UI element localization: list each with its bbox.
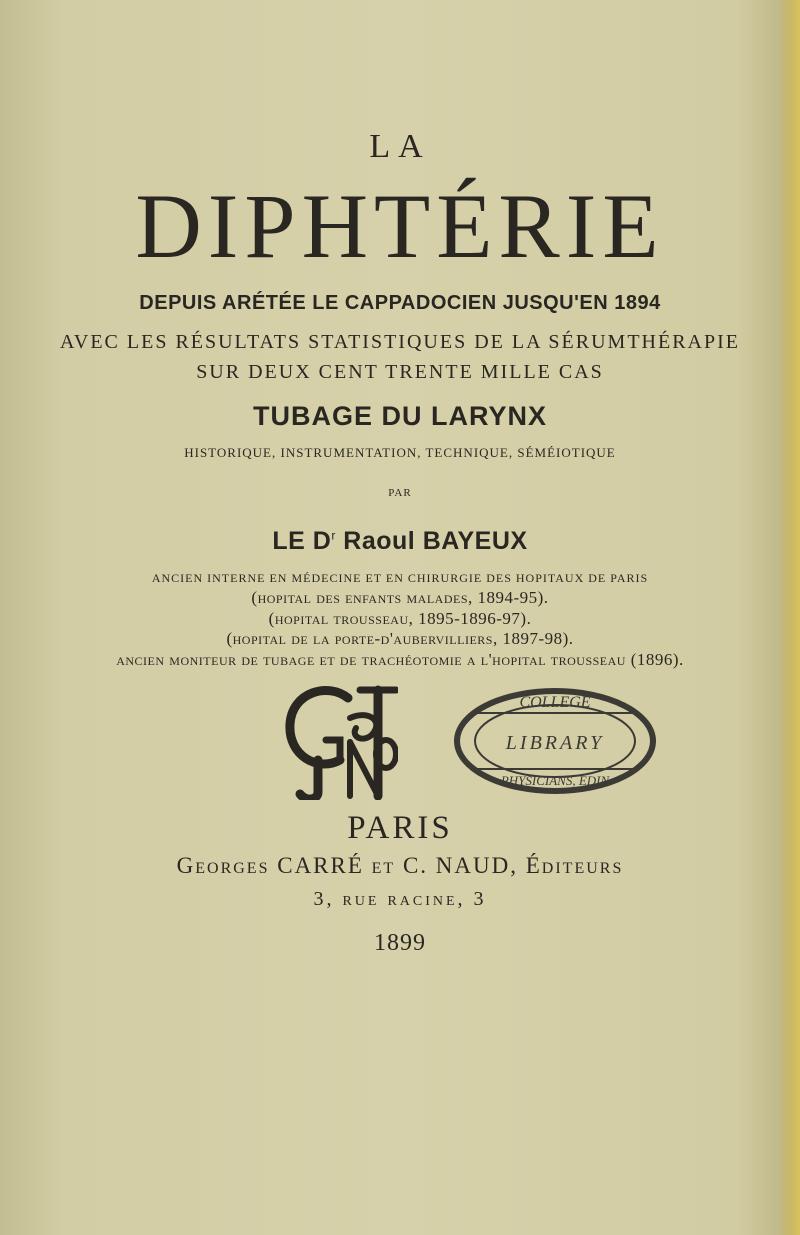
page-title: DIPHTÉRIE	[135, 175, 665, 277]
author-name: Raoul BAYEUX	[343, 527, 528, 555]
imprint-city: PARIS	[347, 810, 453, 846]
stamp-middle-text: LIBRARY	[505, 732, 605, 754]
author-title-sup: r	[331, 528, 336, 543]
subtitle-line-2: AVEC LES RÉSULTATS STATISTIQUES DE LA SÉRUMTHÉRAPIE	[60, 331, 740, 353]
imprint-address: 3, rue racine, 3	[313, 888, 487, 910]
credential-2: (hopital des enfants malades, 1894-95).	[251, 588, 549, 607]
stamp-top-text: COLLEGE	[519, 694, 591, 711]
title-article: LA	[369, 128, 431, 165]
imprint-publishers: Georges CARRÉ et C. NAUD, Éditeurs	[176, 853, 624, 878]
author-prefix: LE D	[272, 527, 332, 555]
subtitle-line-3: SUR DEUX CENT TRENTE MILLE CAS	[196, 361, 604, 383]
credential-1: ANCIEN INTERNE EN MÉDECINE ET EN CHIRURGIE DES HOPITAUX DE PARIS	[151, 571, 649, 585]
section-heading: TUBAGE DU LARYNX	[252, 401, 547, 431]
credential-3: (hopital trousseau, 1895-1896-97).	[268, 609, 532, 628]
library-stamp-icon	[452, 685, 658, 797]
section-topics: HISTORIQUE, INSTRUMENTATION, TECHNIQUE, SÉMÉIOTIQUE	[184, 445, 616, 460]
stamp-bottom-text: PHYSICIANS, EDIN	[500, 773, 610, 788]
credential-4: (hopital de la porte-d'aubervilliers, 1897-98).	[226, 629, 574, 648]
author-line	[0, 527, 800, 556]
author-by: PAR	[388, 487, 412, 499]
publisher-monogram-icon	[278, 680, 398, 800]
imprint-year: 1899	[374, 930, 426, 956]
credential-5: ancien moniteur de tubage et de trachéotomie a l'hopital trousseau (1896).	[116, 650, 684, 669]
subtitle-line-1: DEPUIS ARÉTÉE LE CAPPADOCIEN JUSQU'EN 1894	[139, 292, 661, 314]
